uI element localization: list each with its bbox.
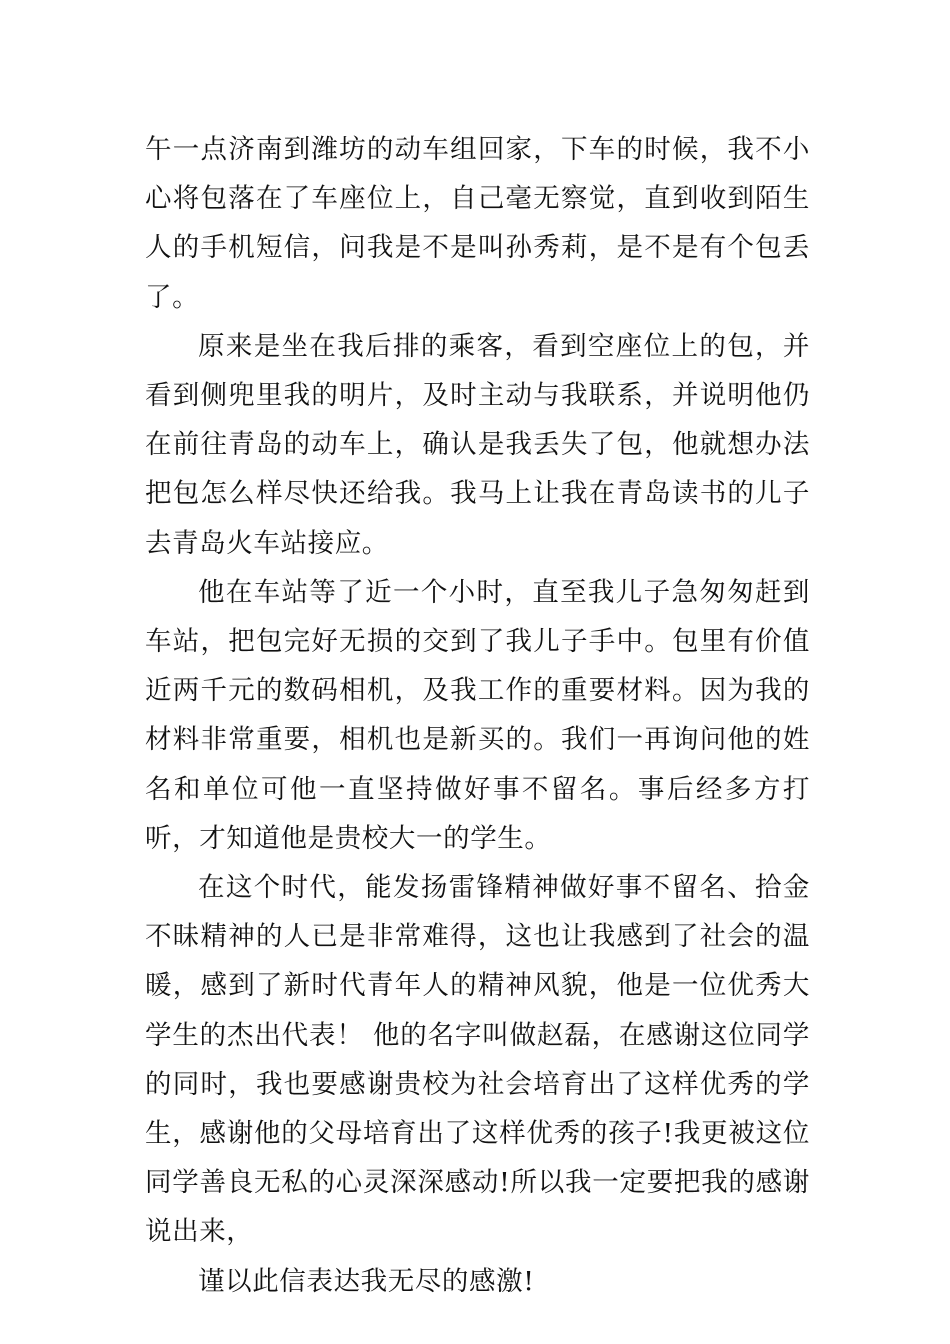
paragraph-gratitude: 在这个时代，能发扬雷锋精神做好事不留名、拾金不昧精神的人已是非常难得，这也让我感到了社会的温暖，感到了新时代青年人的精神风貌，他是一位优秀大学生的杰出代表！ 他的名字叫做赵磊，在感谢这位同学的同时，我也要感谢贵校为社会培育出了这样优秀的学生，感谢他的父母培育出了这样优秀的孩子!我更被这位同学善良无私的心灵深深感动!所以我一定要把我的感谢说出来，	[145, 872, 810, 1248]
paragraph-passenger-contact: 原来是坐在我后排的乘客，看到空座位上的包，并看到侧兜里我的明片，及时主动与我联系，并说明他仍在前往青岛的动车上，确认是我丢失了包，他就想办法把包怎么样尽快还给我。我马上让我在青岛读书的儿子去青岛火车站接应。	[145, 330, 810, 559]
letter-body	[145, 125, 810, 1306]
paragraph-station-handover: 他在车站等了近一个小时，直至我儿子急匆匆赶到车站，把包完好无损的交到了我儿子手中。包里有价值近两千元的数码相机，及我工作的重要材料。因为我的材料非常重要，相机也是新买的。我们一再询问他的姓名和单位可他一直坚持做好事不留名。事后经多方打听，才知道他是贵校大一的学生。	[145, 576, 810, 854]
paragraph-closing: 谨以此信表达我无尽的感激!	[198, 1265, 535, 1297]
paragraph-continuation: 午一点济南到潍坊的动车组回家，下车的时候，我不小心将包落在了车座位上，自己毫无察觉，直到收到陌生人的手机短信，问我是不是叫孙秀莉，是不是有个包丢了。	[145, 134, 810, 313]
